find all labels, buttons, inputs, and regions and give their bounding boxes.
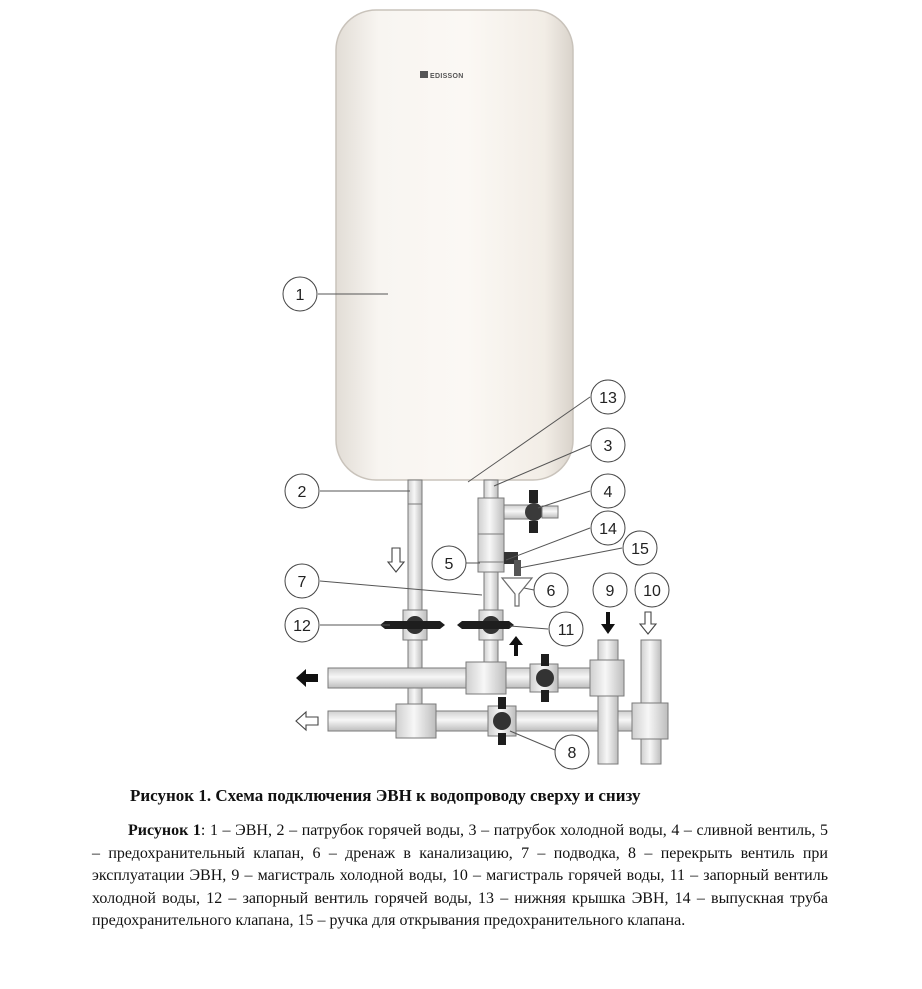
hot-down-arrow-icon <box>388 548 404 572</box>
cold-main-down-arrow-icon <box>601 612 615 634</box>
callout-6 <box>534 573 568 607</box>
callout-5 <box>432 546 466 580</box>
water-heater-tank <box>336 10 573 480</box>
callout-10 <box>635 573 669 607</box>
svg-text:1: 1 <box>295 287 305 304</box>
brand-logo-icon <box>420 71 428 78</box>
svg-text:7: 7 <box>297 574 307 591</box>
drain-funnel-icon <box>502 578 532 606</box>
hot-main-down-arrow-icon <box>640 612 656 634</box>
callout-3 <box>591 428 625 462</box>
svg-text:6: 6 <box>546 583 556 600</box>
caption-label: Рисунок 1 <box>128 822 201 839</box>
figure-caption <box>92 820 828 933</box>
hot-tee <box>396 704 436 738</box>
drain-valve <box>525 490 558 533</box>
callout-13 <box>591 380 625 414</box>
svg-text:11: 11 <box>557 622 575 639</box>
cold-main-pipe <box>598 640 618 764</box>
callout-1 <box>283 277 317 311</box>
svg-text:3: 3 <box>603 438 613 455</box>
callout-4 <box>591 474 625 508</box>
cold-tee <box>466 662 506 694</box>
callout-8 <box>555 735 589 769</box>
hot-out-arrow-icon <box>296 712 318 730</box>
svg-text:5: 5 <box>444 556 454 573</box>
callout-2 <box>285 474 319 508</box>
svg-text:15: 15 <box>631 541 649 558</box>
brand-logo-text: EDISSON <box>430 73 464 80</box>
safety-valve-body <box>478 534 504 562</box>
svg-text:14: 14 <box>599 521 617 538</box>
hot-main-pipe <box>641 640 661 764</box>
figure-title: Рисунок 1. Схема подключения ЭВН к водопроводу сверху и снизу <box>130 786 641 805</box>
callout-9 <box>593 573 627 607</box>
svg-text:10: 10 <box>643 583 661 600</box>
svg-text:8: 8 <box>567 745 577 762</box>
cold-shutoff-valve <box>457 610 514 640</box>
svg-text:9: 9 <box>605 583 615 600</box>
svg-text:4: 4 <box>603 484 613 501</box>
callout-7 <box>285 564 319 598</box>
cold-up-arrow-icon <box>509 636 523 656</box>
callout-14 <box>591 511 625 545</box>
callout-12 <box>285 608 319 642</box>
caption-text: : 1 – ЭВН, 2 – патрубок горячей воды, 3 – патрубок холодной воды, 4 – сливной вентиль, 5 – предохранительный клапан, 6 – дренаж в канализацию, 7 – подводка, 8 – перекрыть вентиль при эксплуатации ЭВН, 9 – магистраль холодной воды, 10 – магистраль горячей воды, 11 – запорный вентиль холодной воды, 12 – запорный вентиль горячей воды, 13 – нижняя крышка ЭВН, 14 – выпускная труба предохранительного клапана, 15 – ручка для открывания предохранительного клапана. <box>92 822 828 929</box>
callout-15 <box>623 531 657 565</box>
svg-text:12: 12 <box>293 618 311 635</box>
svg-text:2: 2 <box>297 484 307 501</box>
cold-out-arrow-icon <box>296 669 318 687</box>
hot-water-stub <box>408 480 422 504</box>
svg-text:13: 13 <box>599 390 617 407</box>
drain-tee <box>478 498 504 534</box>
callout-11 <box>549 612 583 646</box>
bypass-valve <box>488 697 516 745</box>
cold-line-valve <box>530 654 558 702</box>
